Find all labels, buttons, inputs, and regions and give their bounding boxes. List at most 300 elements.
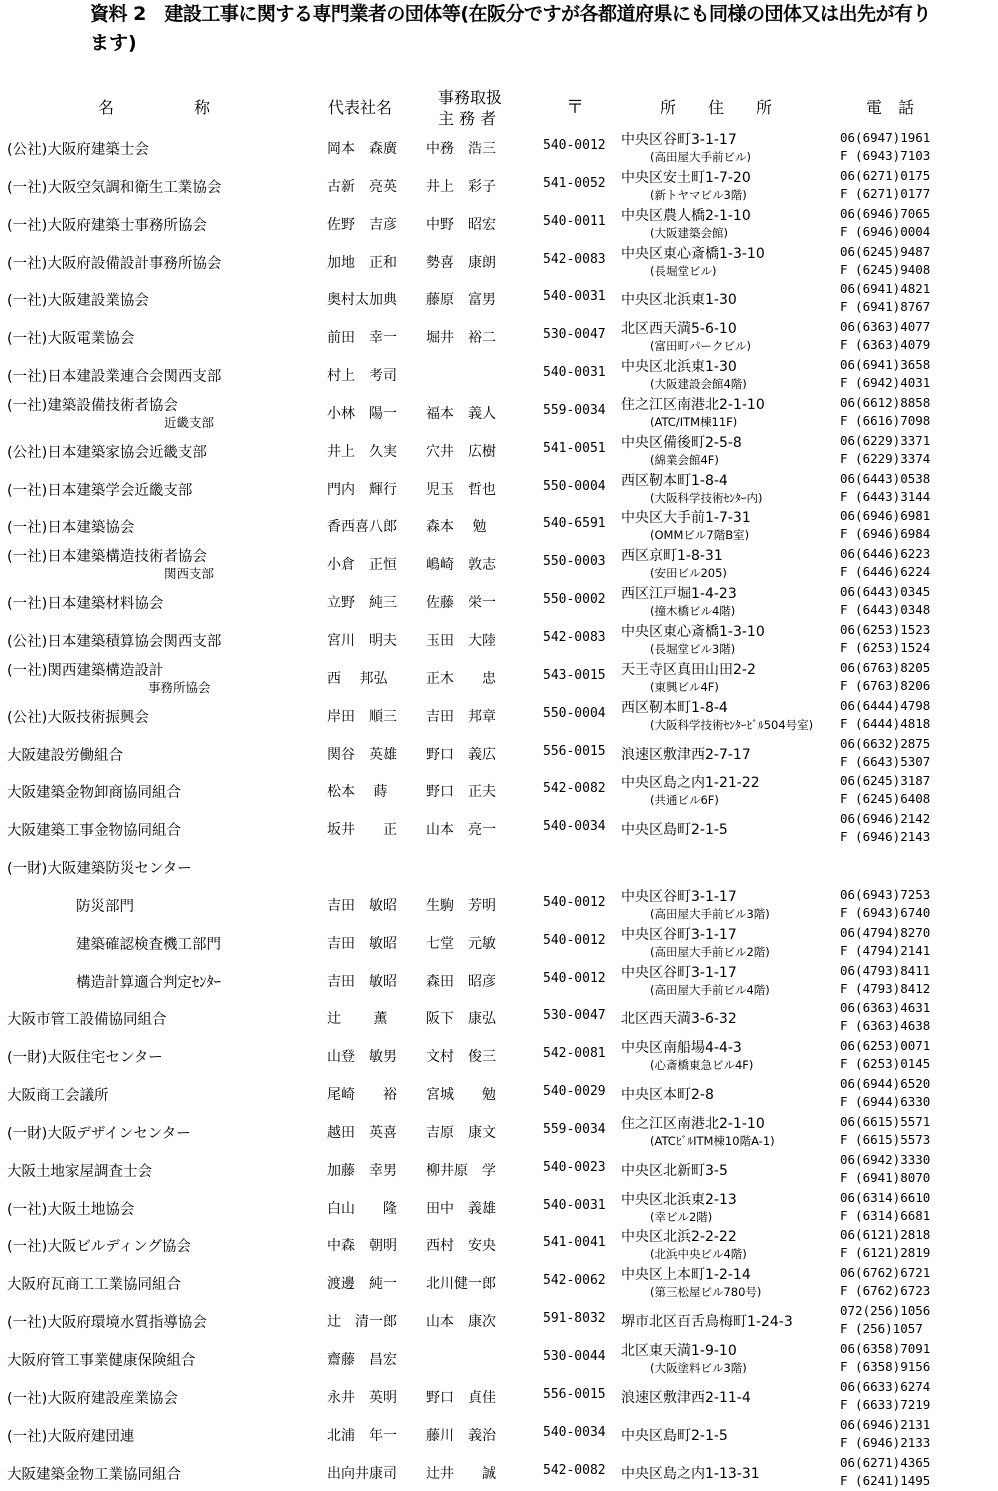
table-row [0,506,998,544]
table-row [0,544,998,582]
fax-number: F (6363)4638 [840,1018,931,1034]
fax-number: F (6241)1495 [840,1472,931,1488]
address-line-2: (大阪建築会館) [650,225,728,240]
fax-number: F (6616)7098 [840,412,931,428]
fax-number: F (6615)5573 [840,1131,931,1147]
table-row [0,961,998,999]
org-name: (一社)日本建設業連合会関西支部 [7,369,222,386]
table-row [0,1377,998,1415]
postal-code: 559-0034 [543,402,606,418]
org-name: (一社)大阪府設備設計事務所協会 [7,255,222,272]
fax-number: F (6633)7219 [840,1396,931,1412]
postal-code: 550-0004 [543,478,606,494]
fax-number: F (6443)3144 [840,488,931,504]
phone-number: 06(6615)5571 [840,1113,931,1129]
table-row [0,809,998,847]
representative: 岡本 森廣 [327,141,397,157]
fax-number: F (6121)2819 [840,1245,931,1261]
org-name: 建築確認検査機工部門 [76,936,221,953]
representative: 小倉 正恒 [327,557,397,574]
table-row [0,847,998,885]
table-row [0,1150,998,1188]
staff-in-charge: 吉田 邦章 [426,708,496,725]
address-line-2: (大阪塗料ビル3階) [650,1361,747,1375]
phone-number: 06(6363)4077 [840,319,931,335]
staff-in-charge: 中務 浩三 [426,141,496,157]
postal-code: 540-0011 [543,213,606,229]
org-name: (一社)大阪空気調和衛生工業協会 [7,179,222,196]
phone-number: 06(6946)7065 [840,205,931,221]
staff-in-charge: 藤原 富男 [426,292,496,309]
representative: 越田 英喜 [327,1124,397,1141]
phone-number: 06(6632)2875 [840,735,931,751]
representative: 加藤 幸男 [327,1162,397,1179]
address-line-1: 中央区東心斎橋1-3-10 [621,623,765,640]
fax-number: F (6443)0348 [840,602,931,618]
org-name: (公社)大阪技術振興会 [7,709,149,726]
table-row [0,1453,998,1491]
table-row [0,204,998,242]
org-name: (一社)日本建築学会近畿支部 [7,482,193,499]
postal-code: 550-0002 [543,592,606,608]
address-line-1: 住之江区南港北2-1-10 [621,396,765,413]
postal-code: 540-0034 [543,1424,606,1440]
phone-number: 06(6271)4365 [840,1454,931,1470]
postal-code: 540-6591 [543,516,606,532]
phone-number: 06(6229)3371 [840,432,931,448]
org-name: 大阪商工会議所 [7,1088,109,1105]
address-line-2: (綿業会館4F) [650,452,719,467]
address-line-1: 中央区南船場4-4-3 [621,1040,742,1057]
representative: 渡邊 純一 [327,1276,397,1293]
staff-in-charge: 中野 昭宏 [426,216,496,233]
postal-code: 550-0004 [543,705,606,721]
postal-code: 530-0047 [543,1008,606,1024]
table-row [0,1339,998,1377]
address-line-2: (高田屋大手前ビル3階) [650,906,770,921]
staff-in-charge: 井上 彩子 [426,178,496,195]
org-name: (一社)大阪府建団連 [7,1428,135,1445]
fax-number: F (6245)6408 [840,791,931,807]
address-line-2: (安田ビル205) [650,566,727,581]
phone-number: 06(6253)1523 [840,621,931,637]
address-line-1: 中央区備後町2-5-8 [621,434,742,451]
org-name: 大阪府瓦商工工業協同組合 [7,1277,181,1294]
address-line-1: 中央区北浜東1-30 [621,292,737,309]
staff-in-charge: 柳井原 学 [426,1162,496,1179]
org-name: 構造計算適合判定ｾﾝﾀｰ [76,974,221,991]
address-line-2: (第三松屋ビル780号) [650,1285,762,1300]
staff-in-charge: 佐藤 栄一 [426,595,496,612]
table-row [0,317,998,355]
org-name: (一社)日本建築協会 [7,520,135,537]
staff-in-charge: 山本 亮一 [426,822,496,839]
address-line-2: (新トヤマビル3階) [650,187,747,202]
org-name: 大阪建築金物卸商協同組合 [7,785,181,802]
fax-number: F (6271)0177 [840,185,931,201]
representative: 西 邦弘 [327,670,388,687]
address-line-1: 天王寺区真田山田2-2 [621,661,756,678]
representative: 山登 敏男 [327,1049,397,1066]
postal-code: 540-0034 [543,819,606,835]
address-line-1: 西区靭本町1-8-4 [621,472,728,489]
phone-number: 06(6253)0071 [840,1038,931,1054]
fax-number: F (6946)2133 [840,1434,931,1450]
fax-number: F (6446)6224 [840,564,931,580]
phone-number: 06(6271)0175 [840,167,931,183]
org-name: 大阪府管工事業健康保険組合 [7,1353,196,1369]
staff-in-charge: 正木 忠 [426,670,496,687]
staff-in-charge: 北川健一郎 [426,1276,496,1293]
address-line-1: 中央区安土町1-7-20 [621,169,751,186]
phone-number: 06(6245)3187 [840,773,931,789]
address-line-1: 中央区北浜2-2-22 [621,1229,737,1246]
representative: 尾崎 裕 [327,1087,397,1104]
representative: 関谷 英雄 [327,746,397,763]
fax-number: F (6358)9156 [840,1359,931,1374]
org-name: (一社)関西建築構造設計 [7,662,164,679]
org-name: (一社)大阪ビルディング協会 [7,1239,191,1256]
address-line-1: 中央区北新町3-5 [621,1162,728,1179]
representative: 加地 正和 [327,254,397,271]
representative: 吉田 敏昭 [327,897,397,914]
org-name: (一社)日本建築材料協会 [7,596,164,613]
address-line-1: 住之江区南港北2-1-10 [621,1115,765,1132]
address-line-1: 浪速区敷津西2-11-4 [621,1389,751,1406]
org-name-sub: 近畿支部 [164,414,215,430]
fax-number: F (6314)6681 [840,1207,931,1223]
postal-code: 542-0082 [543,781,606,797]
phone-number: 06(6946)6981 [840,508,931,524]
postal-code: 540-0023 [543,1159,606,1175]
postal-code: 540-0031 [543,289,606,305]
postal-code: 556-0015 [543,1386,606,1402]
org-name: (一財)大阪住宅センター [7,1050,163,1067]
phone-number: 06(6941)4821 [840,281,931,297]
phone-number: 06(6946)2131 [840,1416,931,1432]
fax-number: F (6941)8767 [840,299,931,315]
phone-number: 06(6446)6223 [840,546,931,562]
fax-number: F (6643)5307 [840,753,931,769]
phone-number: 06(4794)8270 [840,924,931,940]
address-line-2: (大阪科学技術ｾﾝﾀｰ内) [650,490,763,505]
table-row [0,469,998,507]
phone-number: 06(6633)6274 [840,1378,931,1394]
fax-number: F (6762)6723 [840,1283,931,1299]
address-line-2: (富田町パークビル) [650,339,751,354]
address-line-1: 中央区島町2-1-5 [621,822,728,839]
org-name-sub: 事務所協会 [148,679,211,695]
phone-number: 06(4793)8411 [840,962,931,978]
staff-in-charge: 勢喜 康朗 [426,254,496,271]
postal-code: 540-0012 [543,138,606,153]
address-line-1: 中央区東心斎橋1-3-10 [621,245,765,262]
title-continuation: ます) [90,32,137,54]
postal-code: 542-0062 [543,1273,606,1289]
address-line-1: 中央区北浜東2-13 [621,1191,737,1208]
address-line-1: 中央区島之内1-21-22 [621,775,760,792]
phone-number: 06(6363)4631 [840,1000,931,1016]
postal-code: 542-0082 [543,1462,606,1478]
address-line-1: 中央区本町2-8 [621,1087,714,1104]
table-row [0,771,998,809]
org-name: (一社)日本建築構造技術者協会 [7,549,207,566]
representative: 吉田 敏昭 [327,935,397,952]
staff-in-charge: 野口 義広 [426,746,496,763]
postal-code: 543-0015 [543,667,606,683]
representative: 奥村太加典 [327,292,397,309]
address-line-1: 中央区北浜東1-30 [621,359,737,376]
postal-code: 591-8032 [543,1311,606,1327]
postal-code: 542-0083 [543,629,606,645]
address-line-1: 北区西天満5-6-10 [621,321,737,338]
fax-number: F (6943)7103 [840,148,931,163]
postal-code: 540-0031 [543,365,606,381]
phone-number: 06(6762)6721 [840,1265,931,1281]
staff-in-charge: 山本 康次 [426,1314,496,1331]
representative: 白山 隆 [327,1200,397,1217]
representative: 前田 幸一 [327,330,397,347]
table-row [0,923,998,961]
staff-in-charge: 宮城 勉 [426,1087,496,1104]
table-row [0,1188,998,1226]
org-name: 防災部門 [76,898,134,915]
address-line-1: 西区京町1-8-31 [621,548,723,565]
org-name: 大阪土地家屋調査士会 [7,1163,152,1180]
address-line-1: 中央区島之内1-13-31 [621,1465,760,1482]
postal-code: 540-0029 [543,1084,606,1100]
staff-in-charge: 藤川 義治 [426,1427,496,1444]
table-row [0,1263,998,1301]
phone-number: 06(6314)6610 [840,1189,931,1205]
phone-number: 072(256)1056 [840,1303,931,1319]
org-name: 大阪建築金物工業協同組合 [7,1466,181,1483]
staff-in-charge: 森本 勉 [426,519,487,536]
fax-number: F (6444)4818 [840,715,931,731]
address-line-2: (共通ビル6F) [650,793,719,808]
table-row [0,696,998,734]
postal-code: 540-0012 [543,932,606,948]
staff-in-charge: 堀井 裕二 [426,330,496,347]
fax-number: F (4793)8412 [840,980,931,996]
table-row [0,431,998,469]
address-line-2: (幸ビル2階) [650,1209,713,1224]
header-zip: 〒 [566,97,584,118]
org-name: 大阪建築工事金物協同組合 [7,823,181,840]
staff-in-charge: 野口 貞佳 [426,1389,496,1406]
postal-code: 540-0012 [543,894,606,910]
representative: 坂井 正 [327,822,397,839]
fax-number: F (6229)3374 [840,450,931,466]
address-line-1: 中央区谷町3-1-17 [621,888,737,905]
representative: 北浦 年一 [327,1427,397,1444]
org-name: (一社)大阪土地協会 [7,1201,135,1218]
phone-number: 06(6943)7253 [840,886,931,902]
table-row [0,1225,998,1263]
phone-number: 06(6358)7091 [840,1341,931,1356]
postal-code: 559-0034 [543,1121,606,1137]
phone-number: 06(6121)2818 [840,1227,931,1243]
table-row [0,242,998,280]
table-row [0,734,998,772]
address-line-2: (撞木橋ビル4階) [650,604,736,619]
address-line-2: (北浜中央ビル4階) [650,1247,747,1262]
staff-in-charge: 児玉 哲也 [426,481,496,498]
phone-number: 06(6947)1961 [840,130,931,145]
staff-in-charge: 穴井 広樹 [426,443,496,460]
staff-in-charge: 阪下 康弘 [426,1011,496,1028]
representative: 松本 蒔 [327,784,388,801]
staff-in-charge: 嶋崎 敦志 [426,557,496,574]
table-row [0,998,998,1036]
address-line-1: 北区東天満1-9-10 [621,1343,737,1359]
org-name: (一財)大阪建築防災センター [7,861,192,878]
postal-code: 556-0015 [543,743,606,759]
staff-in-charge: 七堂 元敏 [426,935,496,952]
header-staff-2: 主 務 者 [438,109,497,128]
table-row [0,885,998,923]
representative: 中森 朝明 [327,1238,397,1255]
staff-in-charge: 森田 昭彦 [426,973,496,990]
org-name: (公社)日本建築積算協会関西支部 [7,633,222,650]
address-line-2: (心斎橋東急ビル4F) [650,1058,754,1073]
org-name: (一社)大阪電業協会 [7,331,135,348]
address-line-2: (長堀堂ビル) [650,263,717,278]
table-row [0,658,998,696]
postal-code: 550-0003 [543,554,606,570]
fax-number: F (256)1057 [840,1321,923,1337]
postal-code: 541-0051 [543,440,606,456]
address-line-1: 中央区大手前1-7-31 [621,510,751,527]
staff-in-charge: 西村 安央 [426,1238,496,1255]
org-name: (一財)大阪デザインセンター [7,1125,191,1142]
staff-in-charge: 辻井 誠 [426,1465,496,1482]
address-line-1: 堺市北区百舌鳥梅町1-24-3 [621,1314,793,1331]
address-line-1: 北区西天満3-6-32 [621,1011,737,1028]
address-line-2: (ATCﾋﾞﾙITM棟10階A-1) [650,1133,775,1148]
address-line-1: 西区靭本町1-8-4 [621,699,728,716]
postal-code: 540-0012 [543,970,606,986]
staff-in-charge: 吉原 康文 [426,1124,496,1141]
representative: 出向井康司 [327,1465,397,1482]
address-line-2: (東興ビル4F) [650,679,719,694]
staff-in-charge: 福本 義人 [426,405,496,422]
staff-in-charge: 生駒 芳明 [426,897,496,914]
phone-number: 06(6612)8858 [840,394,931,410]
table-row [0,620,998,658]
staff-in-charge: 文村 俊三 [426,1049,496,1066]
representative: 永井 英明 [327,1389,397,1406]
phone-number: 06(6944)6520 [840,1076,931,1092]
representative: 井上 久実 [327,443,397,460]
org-name: (一社)大阪建設業協会 [7,293,149,310]
staff-in-charge: 玉田 大陸 [426,632,496,649]
fax-number: F (6946)0004 [840,223,931,239]
table-row [0,279,998,317]
table-row [0,1301,998,1339]
representative: 古新 亮英 [327,178,397,195]
org-name: (一社)大阪府環境水質指導協会 [7,1315,207,1332]
fax-number: F (6363)4079 [840,337,931,353]
phone-number: 06(6942)3330 [840,1151,931,1167]
table-row [0,393,998,431]
representative: 門内 輝行 [327,481,397,498]
representative: 佐野 吉彦 [327,216,397,233]
fax-number: F (6944)6330 [840,1094,931,1110]
phone-number: 06(6763)8205 [840,659,931,675]
fax-number: F (6943)6740 [840,904,931,920]
fax-number: F (6942)4031 [840,375,931,391]
representative: 齋藤 昌宏 [327,1352,397,1368]
address-line-1: 中央区谷町3-1-17 [621,926,737,943]
org-name-sub: 関西支部 [164,566,215,582]
phone-number: 06(6941)3658 [840,357,931,373]
representative: 岸田 順三 [327,708,397,725]
table-row [0,1036,998,1074]
representative: 村上 考司 [327,368,397,385]
table-header [0,82,998,128]
postal-code: 541-0041 [543,1235,606,1251]
representative: 小林 陽一 [327,405,397,422]
address-line-2: (長堀堂ビル3階) [650,641,736,656]
address-line-2: (ATC/ITM棟11F) [650,414,738,429]
representative: 立野 純三 [327,595,397,612]
org-name: (一社)建築設備技術者協会 [7,397,178,414]
address-line-1: 中央区島町2-1-5 [621,1427,728,1444]
address-line-2: (高田屋大手前ビル4階) [650,982,770,997]
address-line-2: (大阪建設会館4階) [650,377,747,392]
org-name: 大阪市管工設備協同組合 [7,1012,167,1029]
fax-number: F (6946)2143 [840,829,931,845]
address-line-2: (OMMビル7階B室) [650,528,750,543]
postal-code: 530-0044 [543,1349,606,1364]
title-main: 資料 2 建設工事に関する専門業者の団体等(在阪分ですが各都道府県にも同様の団体又は出先が有り [90,3,932,25]
representative: 宮川 明夫 [327,632,397,649]
org-name: (一社)大阪府建設産業協会 [7,1390,178,1407]
header-tel: 電 話 [866,98,915,117]
representative: 辻 薫 [327,1011,388,1028]
staff-in-charge: 田中 義雄 [426,1200,496,1217]
staff-in-charge: 野口 正夫 [426,784,496,801]
fax-number: F (6253)1524 [840,639,931,655]
header-staff-1: 事務取扱 [438,88,503,107]
representative: 辻 清一郎 [327,1314,397,1331]
address-line-1: 中央区農人橋2-1-10 [621,207,751,224]
address-line-1: 中央区谷町3-1-17 [621,964,737,981]
phone-number: 06(6443)0345 [840,584,931,600]
table-row [0,166,998,204]
table-row [0,1415,998,1453]
org-name: 大阪建設労働組合 [7,747,123,764]
org-name: (公社)日本建築家協会近畿支部 [7,444,207,461]
fax-number: F (6941)8070 [840,1169,931,1185]
postal-code: 530-0047 [543,327,606,343]
address-line-2: (高田屋大手前ビル2階) [650,944,770,959]
address-line-1: 浪速区敷津西2-7-17 [621,746,751,763]
header-name: 名 称 [98,98,211,117]
org-name: (一社)大阪府建築士事務所協会 [7,217,207,234]
phone-number: 06(6444)4798 [840,697,931,713]
fax-number: F (6946)6984 [840,526,931,542]
organization-table [0,128,998,1490]
phone-number: 06(6245)9487 [840,243,931,259]
fax-number: F (6253)0145 [840,1056,931,1072]
address-line-1: 中央区上本町1-2-14 [621,1267,751,1284]
address-line-1: 中央区谷町3-1-17 [621,132,737,148]
address-line-1: 西区江戸堀1-4-23 [621,586,737,603]
header-rep: 代表社名 [328,98,393,117]
postal-code: 542-0081 [543,1046,606,1062]
